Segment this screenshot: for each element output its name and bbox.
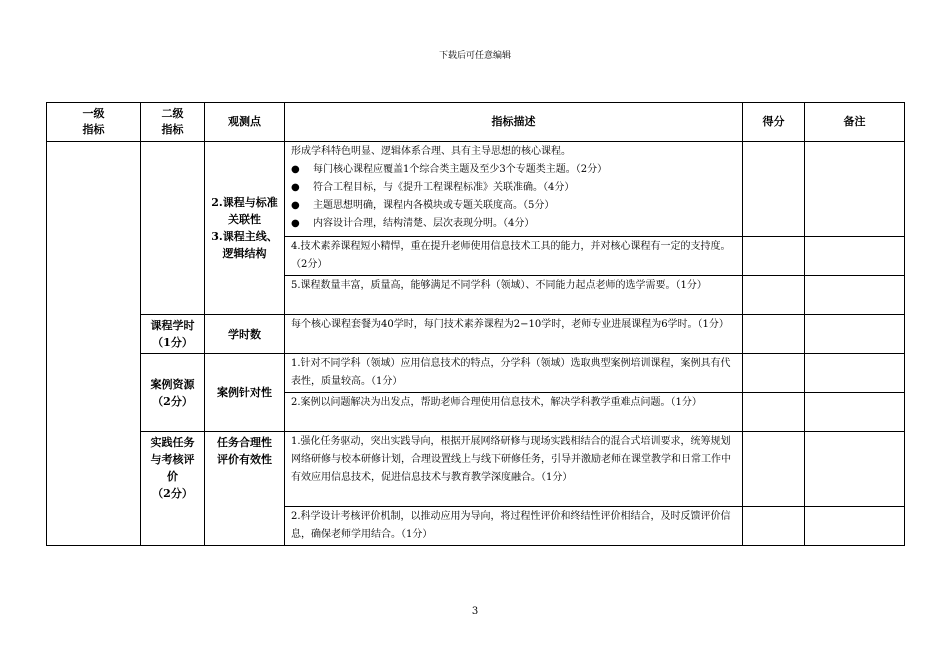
remark-cell: [805, 354, 905, 393]
bullet-text: 每门核心课程应覆盖1个综合类主题及至少3个专题类主题。（2分）: [313, 164, 608, 175]
desc-relevance-item5: 5.课程数量丰富，质量高，能够满足不同学科（领域）、不同能力起点老师的选学需要。（1分）: [285, 276, 743, 315]
score-cell: [743, 237, 805, 276]
bullet-icon: ●: [291, 164, 300, 175]
remark-cell: [805, 432, 905, 507]
list-item: [291, 197, 738, 215]
intro-text: 形成学科特色明显、逻辑体系合理、具有主导思想的核心课程。: [291, 146, 571, 157]
table-row: [47, 142, 905, 237]
observe-hours: 学时数: [205, 315, 285, 354]
remark-cell: [805, 276, 905, 315]
desc-cases-item1: 1.针对不同学科（领域）应用信息技术的特点，分学科（领域）选取典型案例培训课程，案例具有代表性，质量较高。（1分）: [285, 354, 743, 393]
table-row: [47, 432, 905, 507]
score-cell: [743, 432, 805, 507]
observe-practice: 任务合理性 评价有效性: [205, 432, 285, 546]
desc-relevance-item4: 4.技术素养课程短小精悍，重在提升老师使用信息技术工具的能力，并对核心课程有一定的支持度。（2分）: [285, 237, 743, 276]
remark-cell: [805, 507, 905, 546]
desc-practice-item1: 1.强化任务驱动，突出实践导向，根据开展网络研修与现场实践相结合的混合式培训要求，统筹规划网络研修与校本研修计划，合理设置线上与线下研修任务，引导并激励老师在课堂教学和日常工作中有效应用信息技术，促进信息技术与教育教学深度融合。（1分）: [285, 432, 743, 507]
col-header-level1: 一级 指标: [47, 103, 141, 142]
header-note: 下载后可任意编辑: [438, 51, 511, 61]
score-cell: [743, 393, 805, 432]
bullet-icon: ●: [291, 182, 300, 193]
score-cell: [743, 315, 805, 354]
score-cell: [743, 354, 805, 393]
remark-cell: [805, 393, 905, 432]
col-header-remark: 备注: [805, 103, 905, 142]
col-header-observe: 观测点: [205, 103, 285, 142]
table-row: [47, 315, 905, 354]
desc-hours: 每个核心课程套餐为40学时，每门技术素养课程为2−10学时，老师专业进展课程为6学时。（1分）: [285, 315, 743, 354]
bullet-text: 符合工程目标，与《提升工程课程标准》关联准确。（4分）: [313, 182, 575, 193]
desc-relevance-intro: [285, 142, 743, 237]
table-header-row: [47, 103, 905, 142]
list-item: [291, 179, 738, 197]
level2-practice: 实践任务 与考核评 价 （2分）: [141, 432, 205, 546]
remark-cell: [805, 142, 905, 237]
desc-practice-item2: 2.科学设计考核评价机制，以推动应用为导向，将过程性评价和终结性评价相结合，及时反馈评价信息，确保老师学用结合。（1分）: [285, 507, 743, 546]
bullet-text: 主题思想明确，课程内各模块或专题关联度高。（5分）: [313, 200, 555, 211]
col-header-level2: 二级 指标: [141, 103, 205, 142]
bullet-icon: ●: [291, 200, 300, 211]
evaluation-table: [46, 102, 905, 546]
col-header-desc: 指标描述: [285, 103, 743, 142]
score-cell: [743, 276, 805, 315]
remark-cell: [805, 315, 905, 354]
col-header-score: 得分: [743, 103, 805, 142]
bullet-text: 内容设计合理，结构清楚、层次表现分明。（4分）: [313, 218, 535, 229]
score-cell: [743, 507, 805, 546]
table-row: [47, 354, 905, 393]
page-number: 3: [471, 606, 479, 617]
observe-cases: 案例针对性: [205, 354, 285, 432]
bullet-icon: ●: [291, 218, 300, 229]
level2-hours: 课程学时 （1分）: [141, 315, 205, 354]
observe-relevance: 2.课程与标准关联性 3.课程主线、逻辑结构: [205, 142, 285, 315]
list-item: [291, 161, 738, 179]
level2-cases: 案例资源 （2分）: [141, 354, 205, 432]
desc-cases-item2: 2.案例以问题解决为出发点，帮助老师合理使用信息技术，解决学科教学重难点问题。（1分）: [285, 393, 743, 432]
level2-cell-relevance: [141, 142, 205, 315]
remark-cell: [805, 237, 905, 276]
level1-cell: [47, 142, 141, 546]
score-cell: [743, 142, 805, 237]
list-item: [291, 215, 738, 233]
